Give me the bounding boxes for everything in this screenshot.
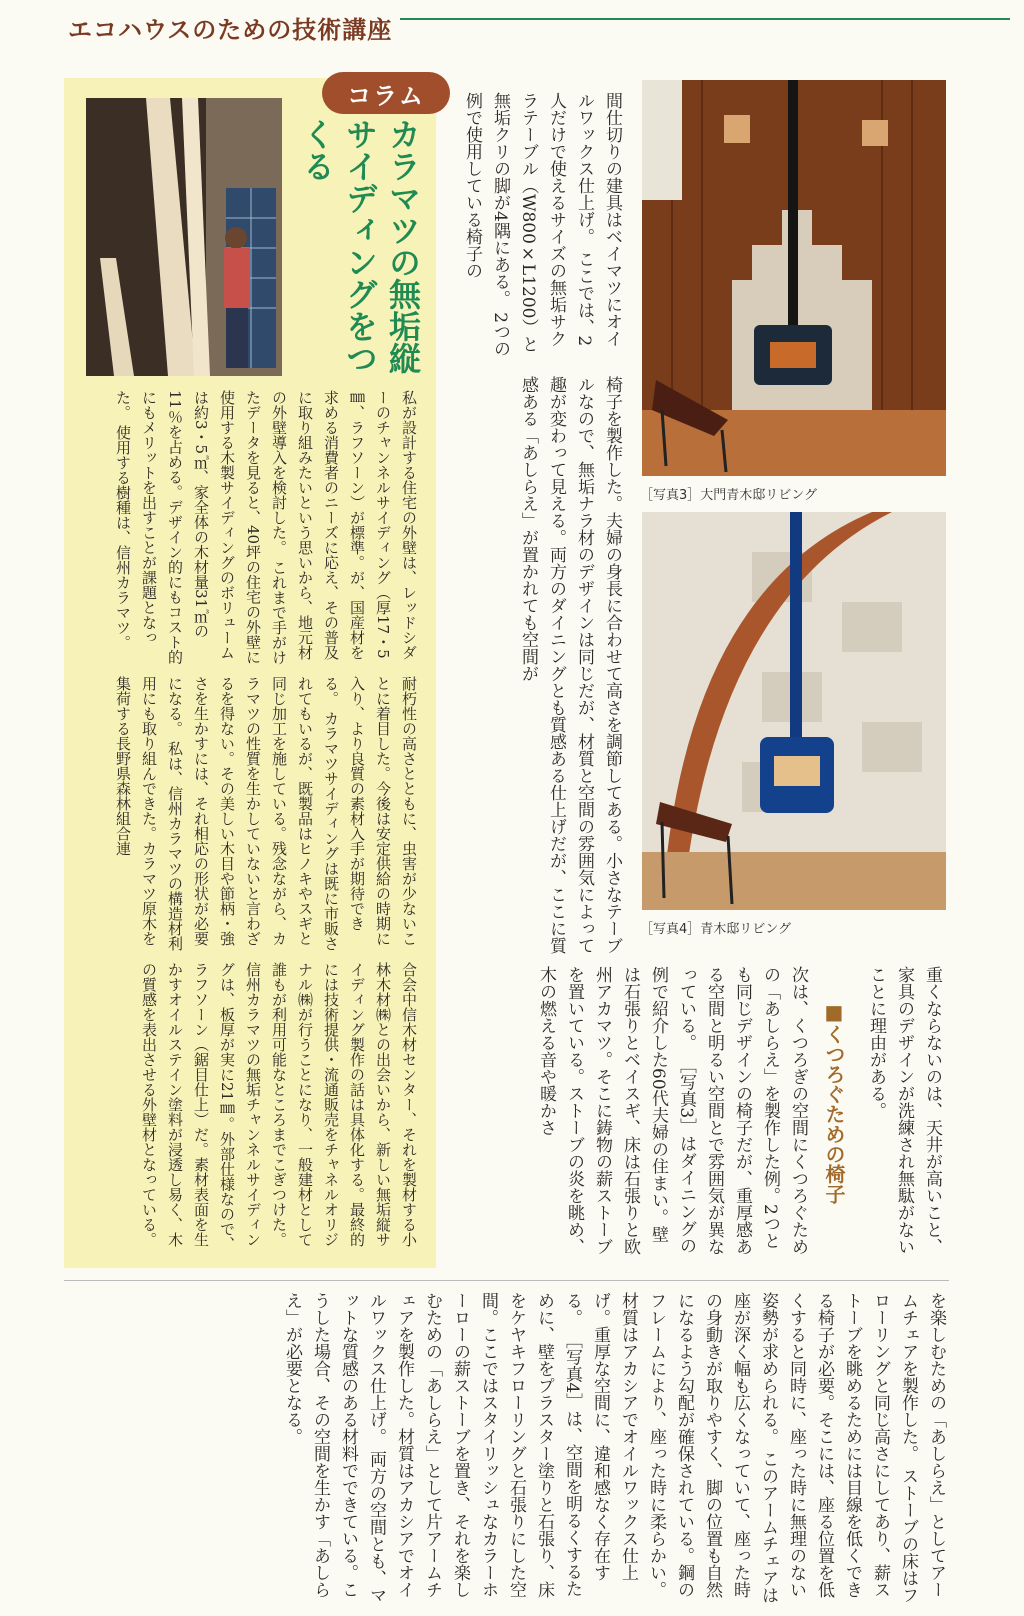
column-body-lower: 合会中信木材センター、それを製材する小林木材㈱との出会いから、新しい無垢縦サイディング製作の話は具体化する。最終的には技術提供・流通販売をチャネルオリジナル㈱が行うことになり、一般建材として誰もが利用可能なところまでこぎつけた。 信州カラマツの無垢チャンネルサイディングは、板厚が実に21㎜。外部仕様なので、ラフソーン（鋸目仕上）だ。素材表面を生かすオイルステイン塗料が浸透し易く、木の質感を表出させる外壁材となっている。 — [140, 962, 418, 1252]
photo-3-caption: ［写真3］大門青木邸リビング — [640, 488, 818, 503]
header-rule — [400, 18, 1010, 20]
column-badge: コラム — [322, 72, 450, 114]
column-body-middle: 耐朽性の高さとともに、虫害が少ないことに着目した。今後は安定供給の時期に入り、より良質の素材入手が期待できる。 カラマツサイディングは既に市販されてもいるが、既製品はヒノキやスギと同じ加工を施している。残念ながら、カラマツの性質を生かしていないと言わざるを得ない。その美しい木目や節柄・強さを生かすには、それ相応の形状が必要になる。 私は、信州カラマツの構造材利用にも取り組んできた。カラマツ原木を集荷する長野県森林組合連 — [114, 676, 418, 951]
photo-4-illustration — [642, 512, 946, 910]
article-text-a: 間仕切りの建具はベイマツにオイルワックス仕上げ。 ここでは、2人だけで使えるサイズの無垢サクラテーブル（W800×L1200）と無垢クリの脚が4隅にある。 2つの例で使用している椅子の — [462, 92, 622, 358]
article-text-d: 次は、くつろぎの空間にくつろぐための「あしらえ」を製作した例。2つとも同じデザインの椅子だが、重厚感ある空間と明るい空間とで雰囲気が異なっている。 ［写真3］はダイニングの例で紹介した60代夫婦の住まい。壁は石張りとベイスギ、床は石張りと欧州アカマツ。そこに鋳物の薪ストーブを置いている。ストーブの炎を眺め、木の燃える音や暖かさ — [536, 966, 808, 1255]
column-body-upper: 私が設計する住宅の外壁は、レッドシダーのチャンネルサイディング（厚17・5㎜、ラフソーン）が標準。が、国産材を求める消費者のニーズに応え、その普及に取り組みたいという思いから、地元材の外壁導入を検討した。 これまで手がけたデータを見ると、40坪の住宅の外壁に使用する木製サイディングのボリュームは約3・5㎥、家全体の木材量31㎥の11％を占める。デザイン的にもコスト的にもメリットを出すことが課題となった。 使用する樹種は、信州カラマツ。 — [114, 390, 418, 665]
section-heading-relax-chair: ■くつろぐための椅子 — [822, 1000, 846, 1204]
column-title: カラマツの無垢縦サイディングをつくる — [298, 118, 422, 374]
photo-4 — [642, 512, 946, 910]
photo-3-illustration — [642, 80, 946, 476]
larch-siding-photo-illustration — [86, 98, 282, 376]
photo-3 — [642, 80, 946, 476]
photo-4-caption: ［写真4］青木邸リビング — [640, 922, 792, 937]
article-text-e: を楽しむための「あしらえ」としてアームチェアを製作した。 ストーブの床はフローリングと同じ高さにしてあり、薪ストーブを眺めるためには目線を低くできる椅子が必要。そこには、座る位置を低くすると同時に、座った時に無理のない姿勢が求められる。 このアームチェアは座が深く幅も広くなっていて、座った時の身動きが取りやすく、脚の位置も自然になるよう勾配が確保されている。鋼のフレームにより、座った時に柔らかい。材質はアカシアでオイルワックス仕上げ。重厚な空間に、違和感なく存在する。 ［写真4］は、空間を明るくするために、壁をプラスター塗りと石張り、床をケヤキフローリングと石張りにした空間。ここではスタイリッシュなカラーホーローの薪ストーブを置き、それを楽しむための「あしらえ」として片アームチェアを製作した。材質はアカシアでオイルワックス仕上げ。 両方の空間とも、マットな質感のある材料でできている。こうした場合、その空間を生かす「あしらえ」が必要となる。 — [282, 1292, 946, 1604]
larch-siding-photo — [86, 98, 282, 376]
article-text-b: 椅子を製作した。夫婦の身長に合わせて高さを調節してある。小さなテーブルなので、無垢ナラ材のデザインは同じだが、材質と空間の雰囲気によって趣が変わって見える。両方のダイニングとも質感ある仕上げだが、ここに質感ある「あしらえ」が置かれても空間が — [518, 376, 622, 954]
article-text-c: 重くならないのは、天井が高いこと、家具のデザインが洗練され無駄がないことに理由がある。 — [866, 966, 942, 1255]
page-header-title: エコハウスのための技術講座 — [68, 16, 393, 44]
section-divider — [64, 1280, 949, 1281]
